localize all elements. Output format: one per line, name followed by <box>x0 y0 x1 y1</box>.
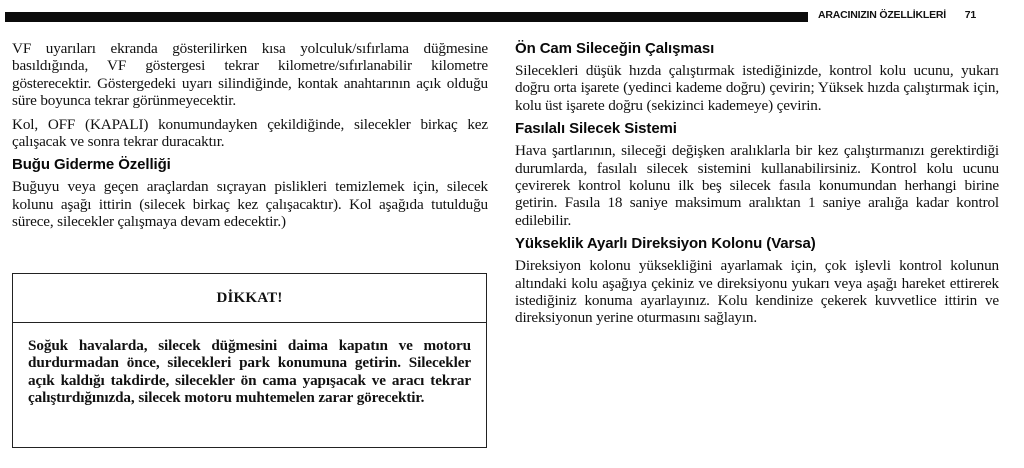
paragraph-windshield-wiper: Silecekleri düşük hızda çalıştırmak istediğinizde, kontrol kolu ucunu, yukarı doğru orta işarete (yedinci kademe doğru) çevirin; Yüksek hızda çalıştırmak için, kolu üst işarete doğru (sekizinci kademeye) çevirin. <box>515 62 999 114</box>
left-column <box>12 40 488 237</box>
heading-tilt-steering: Yükseklik Ayarlı Direksiyon Kolonu (Varsa) <box>515 235 816 253</box>
heading-defog: Buğu Giderme Özelliği <box>12 156 171 174</box>
paragraph-lever-off: Kol, OFF (KAPALI) konumundayken çekildiğinde, silecekler birkaç kez çalışacak ve sonra tekrar duracaktır. <box>12 115 488 151</box>
right-column <box>515 40 999 333</box>
paragraph-defog: Buğuyu veya geçen araçlardan sıçrayan pislikleri temizlemek için, silecek kolunu aşağı ittirin (silecek birkaç kez çalışacaktır). Kol aşağıda tutulduğu sürece, silecekler çalışmaya devam edecektir.) <box>12 178 488 231</box>
header-rule-bar <box>5 12 808 22</box>
running-header <box>818 9 976 21</box>
running-title: ARACINIZIN ÖZELLİKLERİ <box>818 9 947 21</box>
paragraph-tilt-steering: Direksiyon kolonu yüksekliğini ayarlamak için, çok işlevli kontrol kolunun altındaki kolu aşağıya çekiniz ve direksiyonu yukarı veya aşağı hareket ettirerek istediğiniz konuma ayarlayınız. Kolu kendinize çekerek kuvvetlice ittirin ve direksiyonun yerine oturmasını sağlayın. <box>515 257 999 327</box>
paragraph-intermittent-wiper: Hava şartlarının, sileceği değişken aralıklarla bir kez çalıştırmanızı gerektirdiği durumlarda, fasılalı silecek sistemini kullanabilirsiniz. Kontrol kolu ucunu çevirerek kontrol kolunu ilk beş silecek fasıla konumundan herhangi birine getirin. Fasıla 18 saniye maksimum aralıktan 1 saniye aralığa kadar kontrol edilebilir. <box>515 142 999 229</box>
warning-text: Soğuk havalarda, silecek düğmesini daima kapatın ve motoru durdurmadan önce, silecekleri park konumuna getirin. Silecekler açık kaldığı takdirde, silecekler ön cama yapışacak ve aracı tekrar çalıştırdığınızda, silecek motoru muhtemelen zarar görecektir. <box>28 337 471 407</box>
heading-windshield-wiper: Ön Cam Sileceğin Çalışması <box>515 40 715 57</box>
paragraph-vf-warnings: VF uyarıları ekranda gösterilirken kısa yolculuk/sıfırlama düğmesine basıldığında, VF göstergesi tekrar kilometre/sıfırlanabilir kilometre gösterecektir. Göstergedeki uyarı silindiğinde, kontak anahtarının açık olduğu süre boyunca tekrar görünmeyecektir. <box>12 40 488 110</box>
heading-intermittent-wiper: Fasılalı Silecek Sistemi <box>515 120 677 138</box>
warning-title: DİKKAT! <box>13 274 486 323</box>
warning-box <box>12 273 487 448</box>
page-number: 71 <box>964 9 977 21</box>
